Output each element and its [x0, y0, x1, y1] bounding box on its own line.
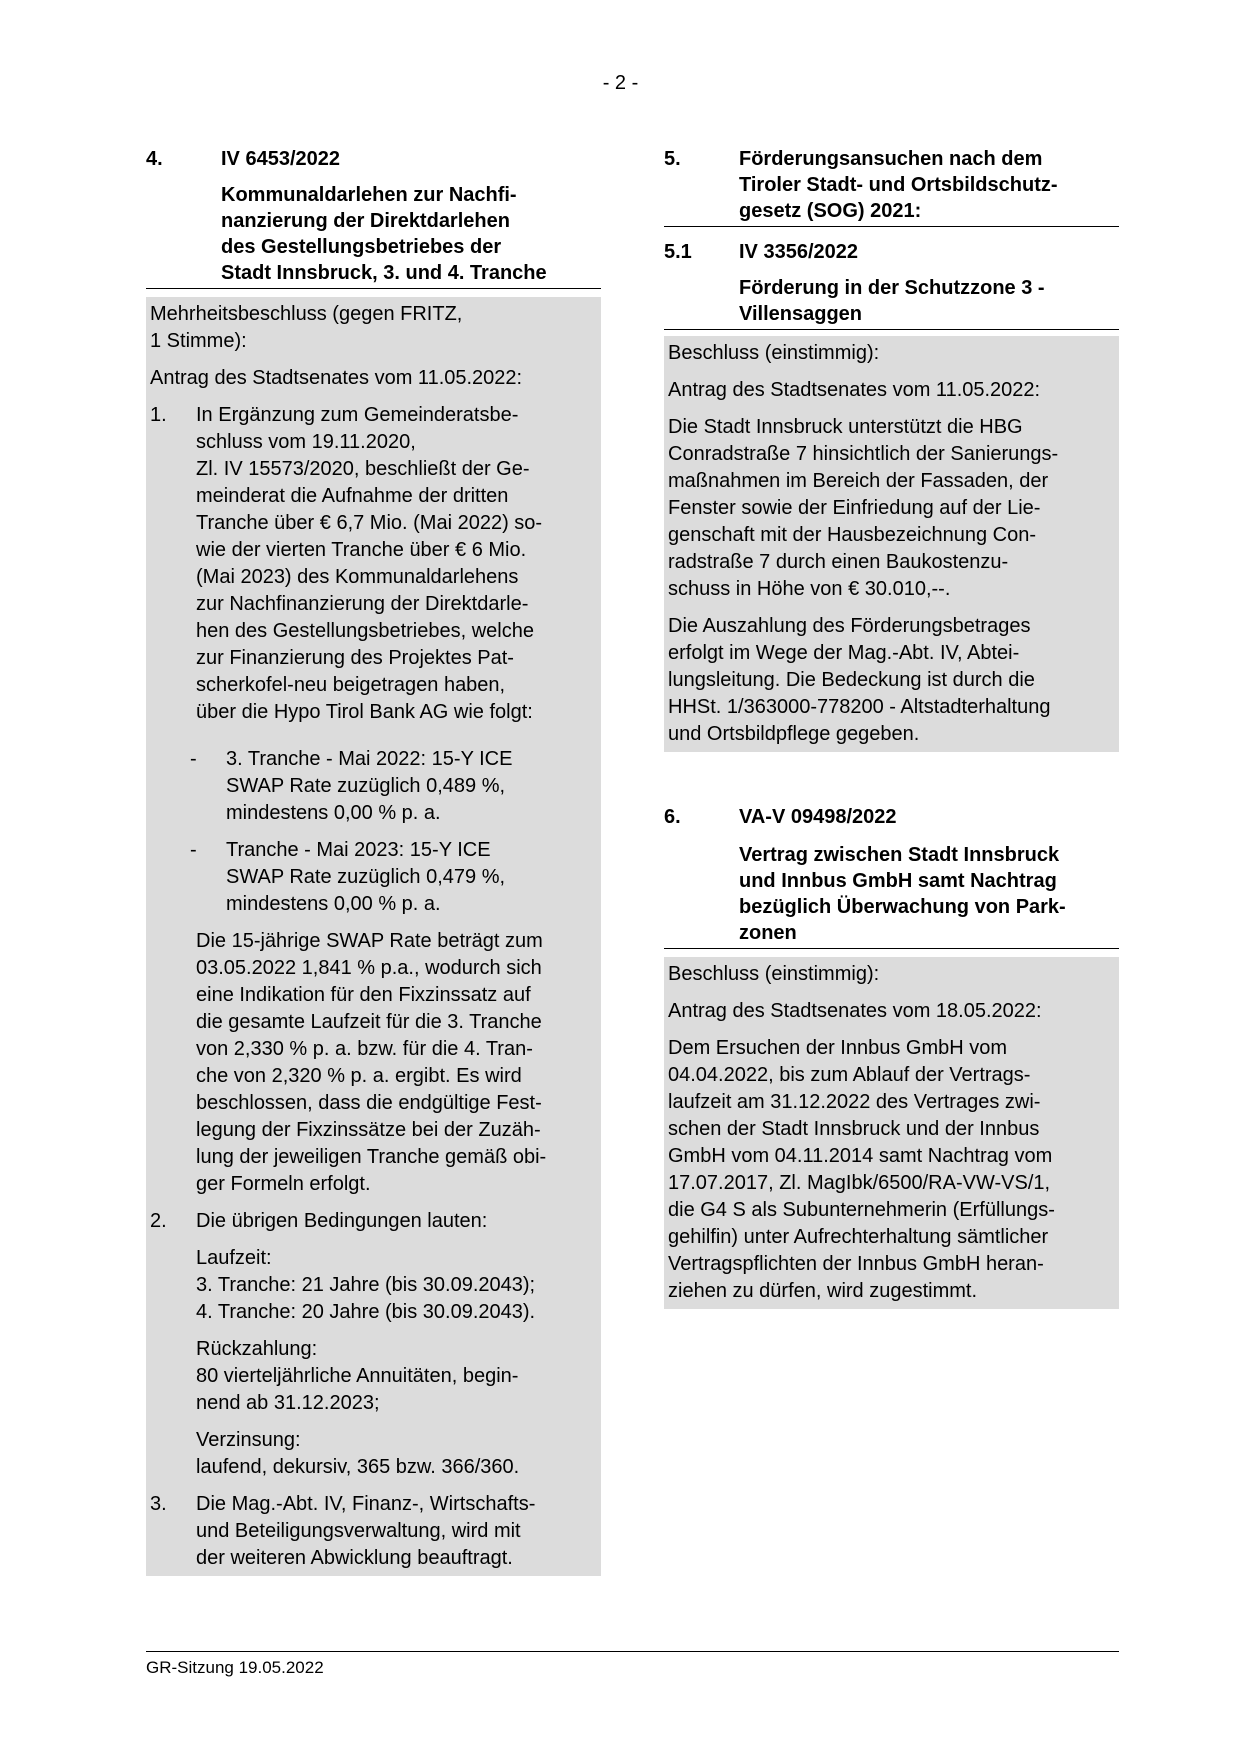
section-5-1-paragraph-2: Die Auszahlung des Förderungsbetrages erfolgt im Wege der Mag.-Abt. IV, Abtei- lungsleitung. Die Bedeckung ist durch die HHSt. 1/363000-778200 - Altstadterhaltung und Ortsbildpflege gegeben.: [668, 615, 1051, 745]
list-item: 3. Die Mag.-Abt. IV, Finanz-, Wirtschafts- und Beteiligungsverwaltung, wird mit der weiteren Abwicklung beauftragt.: [150, 1493, 536, 1569]
section-5-1-decision: Beschluss (einstimmig):: [668, 342, 880, 364]
section-5-1-code: IV 3356/2022: [739, 241, 858, 263]
section-5-number: 5.: [664, 148, 681, 170]
page-number: - 2 -: [602, 72, 639, 94]
section-6-decision: Beschluss (einstimmig):: [668, 963, 880, 985]
section-4-title: Kommunaldarlehen zur Nachfi- nanzierung der Direktdarlehen des Gestellungsbetriebes der Stadt Innsbruck, 3. und 4. Tranche: [221, 184, 547, 284]
dash-item-tranche-4: - Tranche - Mai 2023: 15-Y ICE SWAP Rate zuzüglich 0,479 %, mindestens 0,00 % p. a.: [190, 839, 506, 915]
section-5-1-number: 5.1: [664, 241, 692, 263]
footer-text: GR-Sitzung 19.05.2022: [146, 1658, 324, 1677]
section-5-1-title: Förderung in der Schutzzone 3 - Villensaggen: [664, 275, 1119, 330]
section-5-title: Förderungsansuchen nach dem Tiroler Stadt- und Ortsbildschutz- gesetz (SOG) 2021:: [739, 148, 1058, 222]
section-6-paragraph: Dem Ersuchen der Innbus GmbH vom 04.04.2022, bis zum Ablauf der Vertrags- laufzeit am 31.12.2022 des Vertrages zwi- schen der Stadt Innsbruck und der Innbus GmbH vom 04.11.2014 samt Nachtrag vom 17.07.2017, Zl. MagIbk/6500/RA-VW-VS/1, die G4 S als Subunternehmerin (Erfüllungs- gehilfin) unter Aufrechterhaltung sämtlicher Vertragspflichten der Innbus GmbH heran- ziehen zu dürfen, wird zugestimmt.: [668, 1037, 1055, 1302]
section-6-body: [664, 957, 1119, 1309]
right-column: [664, 146, 1119, 1309]
section-6-heading: [664, 804, 1119, 949]
section-5-1-paragraph-1: Die Stadt Innsbruck unterstützt die HBG Conradstraße 7 hinsichtlich der Sanierungs- maßnahmen im Bereich der Fassaden, der Fenster sowie der Einfriedung auf der Lie- genschaft mit der Hausbezeichnung Con- radstraße 7 durch einen Baukostenzu- schuss in Höhe von € 30.010,--.: [668, 416, 1059, 600]
section-4-heading: [146, 146, 601, 289]
section-4-motion: Antrag des Stadtsenates vom 11.05.2022:: [150, 367, 523, 389]
section-6-number: 6.: [664, 806, 681, 828]
dash-item-tranche-3: - 3. Tranche - Mai 2022: 15-Y ICE SWAP Rate zuzüglich 0,489 %, mindestens 0,00 % p. a.: [190, 748, 513, 824]
rueckzahlung-block: Rückzahlung: 80 vierteljährliche Annuitäten, begin- nend ab 31.12.2023;: [196, 1338, 519, 1414]
left-column: [146, 146, 601, 1576]
section-6-motion: Antrag des Stadtsenates vom 18.05.2022:: [668, 1000, 1042, 1022]
list-item: 2. Die übrigen Bedingungen lauten:: [150, 1210, 488, 1232]
verzinsung-block: Verzinsung: laufend, dekursiv, 365 bzw. 366/360.: [196, 1429, 520, 1478]
section-4-body: [146, 297, 601, 1576]
section-5-heading: [664, 146, 1119, 227]
section-5-1-motion: Antrag des Stadtsenates vom 11.05.2022:: [668, 379, 1041, 401]
swap-rate-paragraph: Die 15-jährige SWAP Rate beträgt zum 03.05.2022 1,841 % p.a., wodurch sich eine Indikation für den Fixzinssatz auf die gesamte Laufzeit für die 3. Tranche von 2,330 % p. a. bzw. für die 4. Tran- che von 2,320 % p. a. ergibt. Es wird beschlossen, dass die endgültige Fest- legung der Fixzinssätze bei der Zuzäh- lung der jeweiligen Tranche gemäß obi- ger Formeln erfolgt.: [196, 930, 547, 1195]
page-footer: [146, 1651, 1119, 1678]
section-6-title: Vertrag zwischen Stadt Innsbruck und Innbus GmbH samt Nachtrag bezüglich Überwachung von Park- zonen: [739, 844, 1066, 944]
section-5-1-heading: [664, 239, 1119, 265]
section-5-1-body: [664, 336, 1119, 752]
section-6-code: VA-V 09498/2022: [739, 806, 897, 828]
laufzeit-block: Laufzeit: 3. Tranche: 21 Jahre (bis 30.09.2043); 4. Tranche: 20 Jahre (bis 30.09.2043).: [196, 1247, 536, 1323]
section-4-number: 4.: [146, 148, 163, 170]
section-4-code: IV 6453/2022: [221, 148, 340, 170]
list-item: 1. In Ergänzung zum Gemeinderatsbe- schluss vom 19.11.2020, Zl. IV 15573/2020, beschließt der Ge- meinderat die Aufnahme der dritten Tranche über € 6,7 Mio. (Mai 2022) so- wie der vierten Tranche über € 6 Mio. (Mai 2023) des Kommunaldarlehens zur Nachfinanzierung der Direktdarle- hen des Gestellungsbetriebes, welche zur Finanzierung des Projektes Pat- scherkofel-neu beigetragen haben, über die Hypo Tirol Bank AG wie folgt:: [150, 404, 543, 723]
section-4-decision: Mehrheitsbeschluss (gegen FRITZ, 1 Stimme):: [150, 303, 463, 352]
